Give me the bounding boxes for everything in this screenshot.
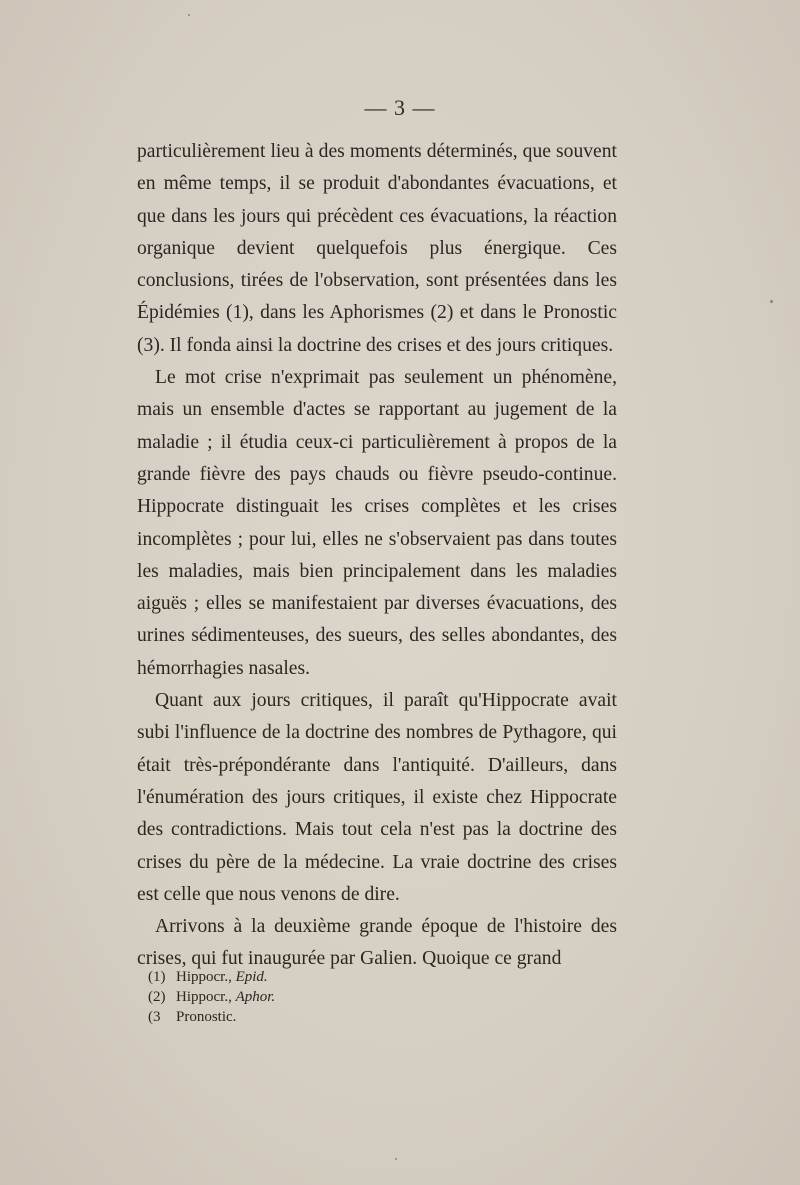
paragraph: Arrivons à la deuxième grande époque de l'histoire des crises, qui fut inaugurée par Galien. Quoique ce grand xyxy=(137,916,617,970)
footnote-work: Aphor. xyxy=(235,989,276,1005)
paper-speck xyxy=(770,300,773,303)
footnote xyxy=(148,987,448,1007)
paragraph: particulièrement lieu à des moments déterminés, que souvent en même temps, il se produit d'abondantes évacuations, et que dans les jours qui précèdent ces évacuations, la réaction organique devient quelquefois plus énergique. Ces conclusions, tirées de l'observation, sont présentées dans les Épidémies (1), dans les Aphorismes (2) et dans le Pronostic (3). Il fonda ainsi la doctrine des crises et des jours critiques. xyxy=(137,141,617,356)
footnotes xyxy=(148,967,448,1027)
footnote-author: Hippocr., xyxy=(176,969,232,985)
page-number: — 3 — xyxy=(364,95,436,120)
footnote xyxy=(148,1007,448,1027)
footnote-author: Hippocr., xyxy=(176,989,232,1005)
main-text xyxy=(137,136,617,976)
footnote-mark: (1) xyxy=(148,969,166,985)
footnote-mark: (2) xyxy=(148,989,166,1005)
paragraph: Le mot crise n'exprimait pas seulement un phénomène, mais un ensemble d'actes se rapportant au jugement de la maladie ; il étudia ceux-ci particulièrement à propos de la grande fièvre des pays chauds ou fièvre pseudo-continue. Hippocrate distinguait les crises complètes et les crises incomplètes ; pour lui, elles ne s'observaient pas dans toutes les maladies, mais bien principalement dans les maladies aiguës ; elles se manifestaient par diverses évacuations, des urines sédimenteuses, des sueurs, des selles abondantes, des hémorrhagies nasales. xyxy=(137,367,617,679)
footnote-work: Epid. xyxy=(235,969,268,985)
footnote xyxy=(148,967,448,987)
footnote-mark: (3 xyxy=(148,1009,161,1025)
footnote-text xyxy=(176,1007,236,1027)
paper-speck xyxy=(188,14,190,16)
footnote-text xyxy=(176,967,268,987)
paragraph: Quant aux jours critiques, il paraît qu'Hippocrate avait subi l'influence de la doctrine des nombres de Pythagore, qui était très-prépondérante dans l'antiquité. D'ailleurs, dans l'énumération des jours critiques, il existe chez Hippocrate des contradictions. Mais tout cela n'est pas la doctrine des crises du père de la médecine. La vraie doctrine des crises est celle que nous venons de dire. xyxy=(137,690,617,905)
footnote-text xyxy=(176,987,275,1007)
paper-speck xyxy=(395,1158,397,1160)
footnote-author: Pronostic. xyxy=(176,1009,237,1025)
